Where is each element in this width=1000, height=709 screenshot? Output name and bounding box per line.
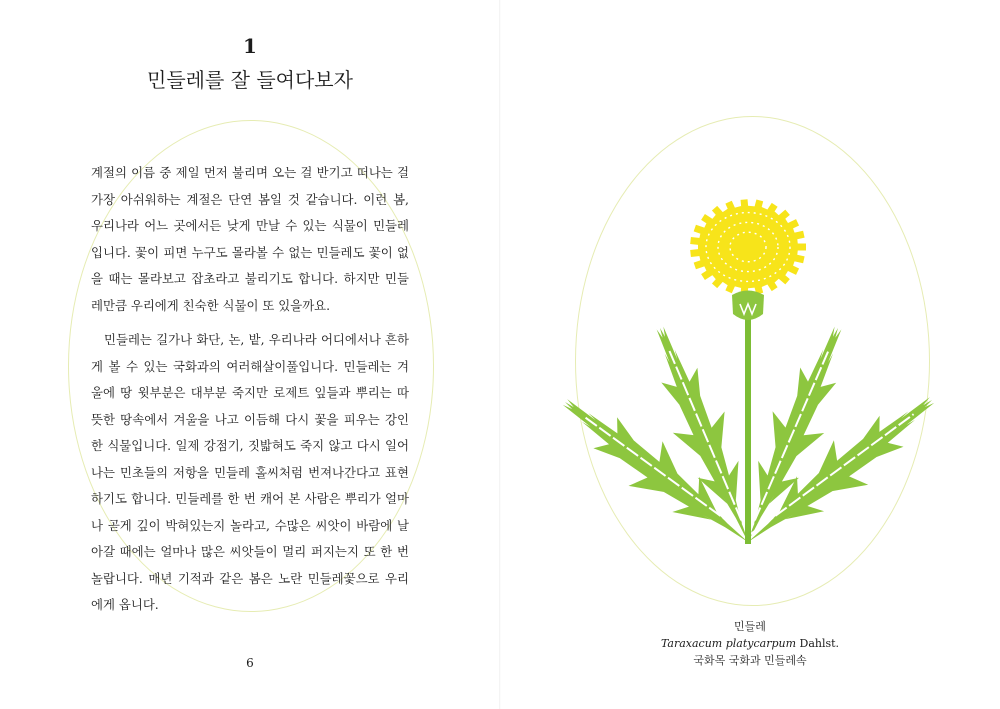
- author-name: Dahlst.: [799, 637, 840, 650]
- scientific-name: Taraxacum platycarpum: [660, 637, 797, 650]
- body-paragraph-2: 민들레는 길가나 화단, 논, 밭, 우리나라 어디에서나 흔하게 볼 수 있는 국화과의 여러해살이풀입니다. 민들레는 겨울에 땅 윗부분은 대부분 죽지만 로제트 잎들과 뿌리는 따뜻한 땅속에서 겨울을 나고 이듬해 다시 꽃을 피우는 강인한 식물입니다. 일제 강점기, 짓밟혀도 죽지 않고 다시 일어나는 민초들의 저항을 민들레 홀씨처럼 번져나간다고 표현하기도 합니다. 민들레를 한 번 캐어 본 사람은 뿌리가 얼마나 곧게 깊이 박혀있는지 놀라고, 수많은 씨앗이 바람에 날아갈 때에는 얼마나 많은 씨앗들이 멀리 퍼지는지 또 한 번 놀랍니다. 매년 기적과 같은 봄은 노란 민들레꽃으로 우리에게 옵니다.: [91, 332, 409, 612]
- dandelion-illustration: [560, 192, 940, 552]
- chapter-title: 민들레를 잘 들여다보자: [147, 68, 353, 92]
- chapter-number: 1: [243, 34, 257, 58]
- caption-family: 국화목 국화과 민들레속: [693, 654, 807, 667]
- page-number: 6: [246, 656, 254, 670]
- caption-scientific-name: [650, 635, 850, 652]
- petal: [756, 241, 798, 245]
- dandelion-flower-head: [691, 200, 806, 295]
- right-page: [500, 0, 1000, 709]
- flower-center: [734, 233, 762, 261]
- body-paragraph-1: 계절의 이름 중 제일 먼저 불리며 오는 걸 반기고 떠나는 걸 가장 아쉬워하는 계절은 단연 봄일 것 같습니다. 이런 봄, 우리나라 어느 곳에서든 낮게 만날 수 있는 식물이 민들레입니다. 꽃이 피면 누구도 몰라볼 수 없는 민들레도 꽃이 없을 때는 몰라보고 잡초라고 불리기도 합니다. 하지만 민들레만큼 우리에게 친숙한 식물이 또 있을까요.: [91, 165, 409, 313]
- caption-common-name: 민들레: [734, 620, 766, 633]
